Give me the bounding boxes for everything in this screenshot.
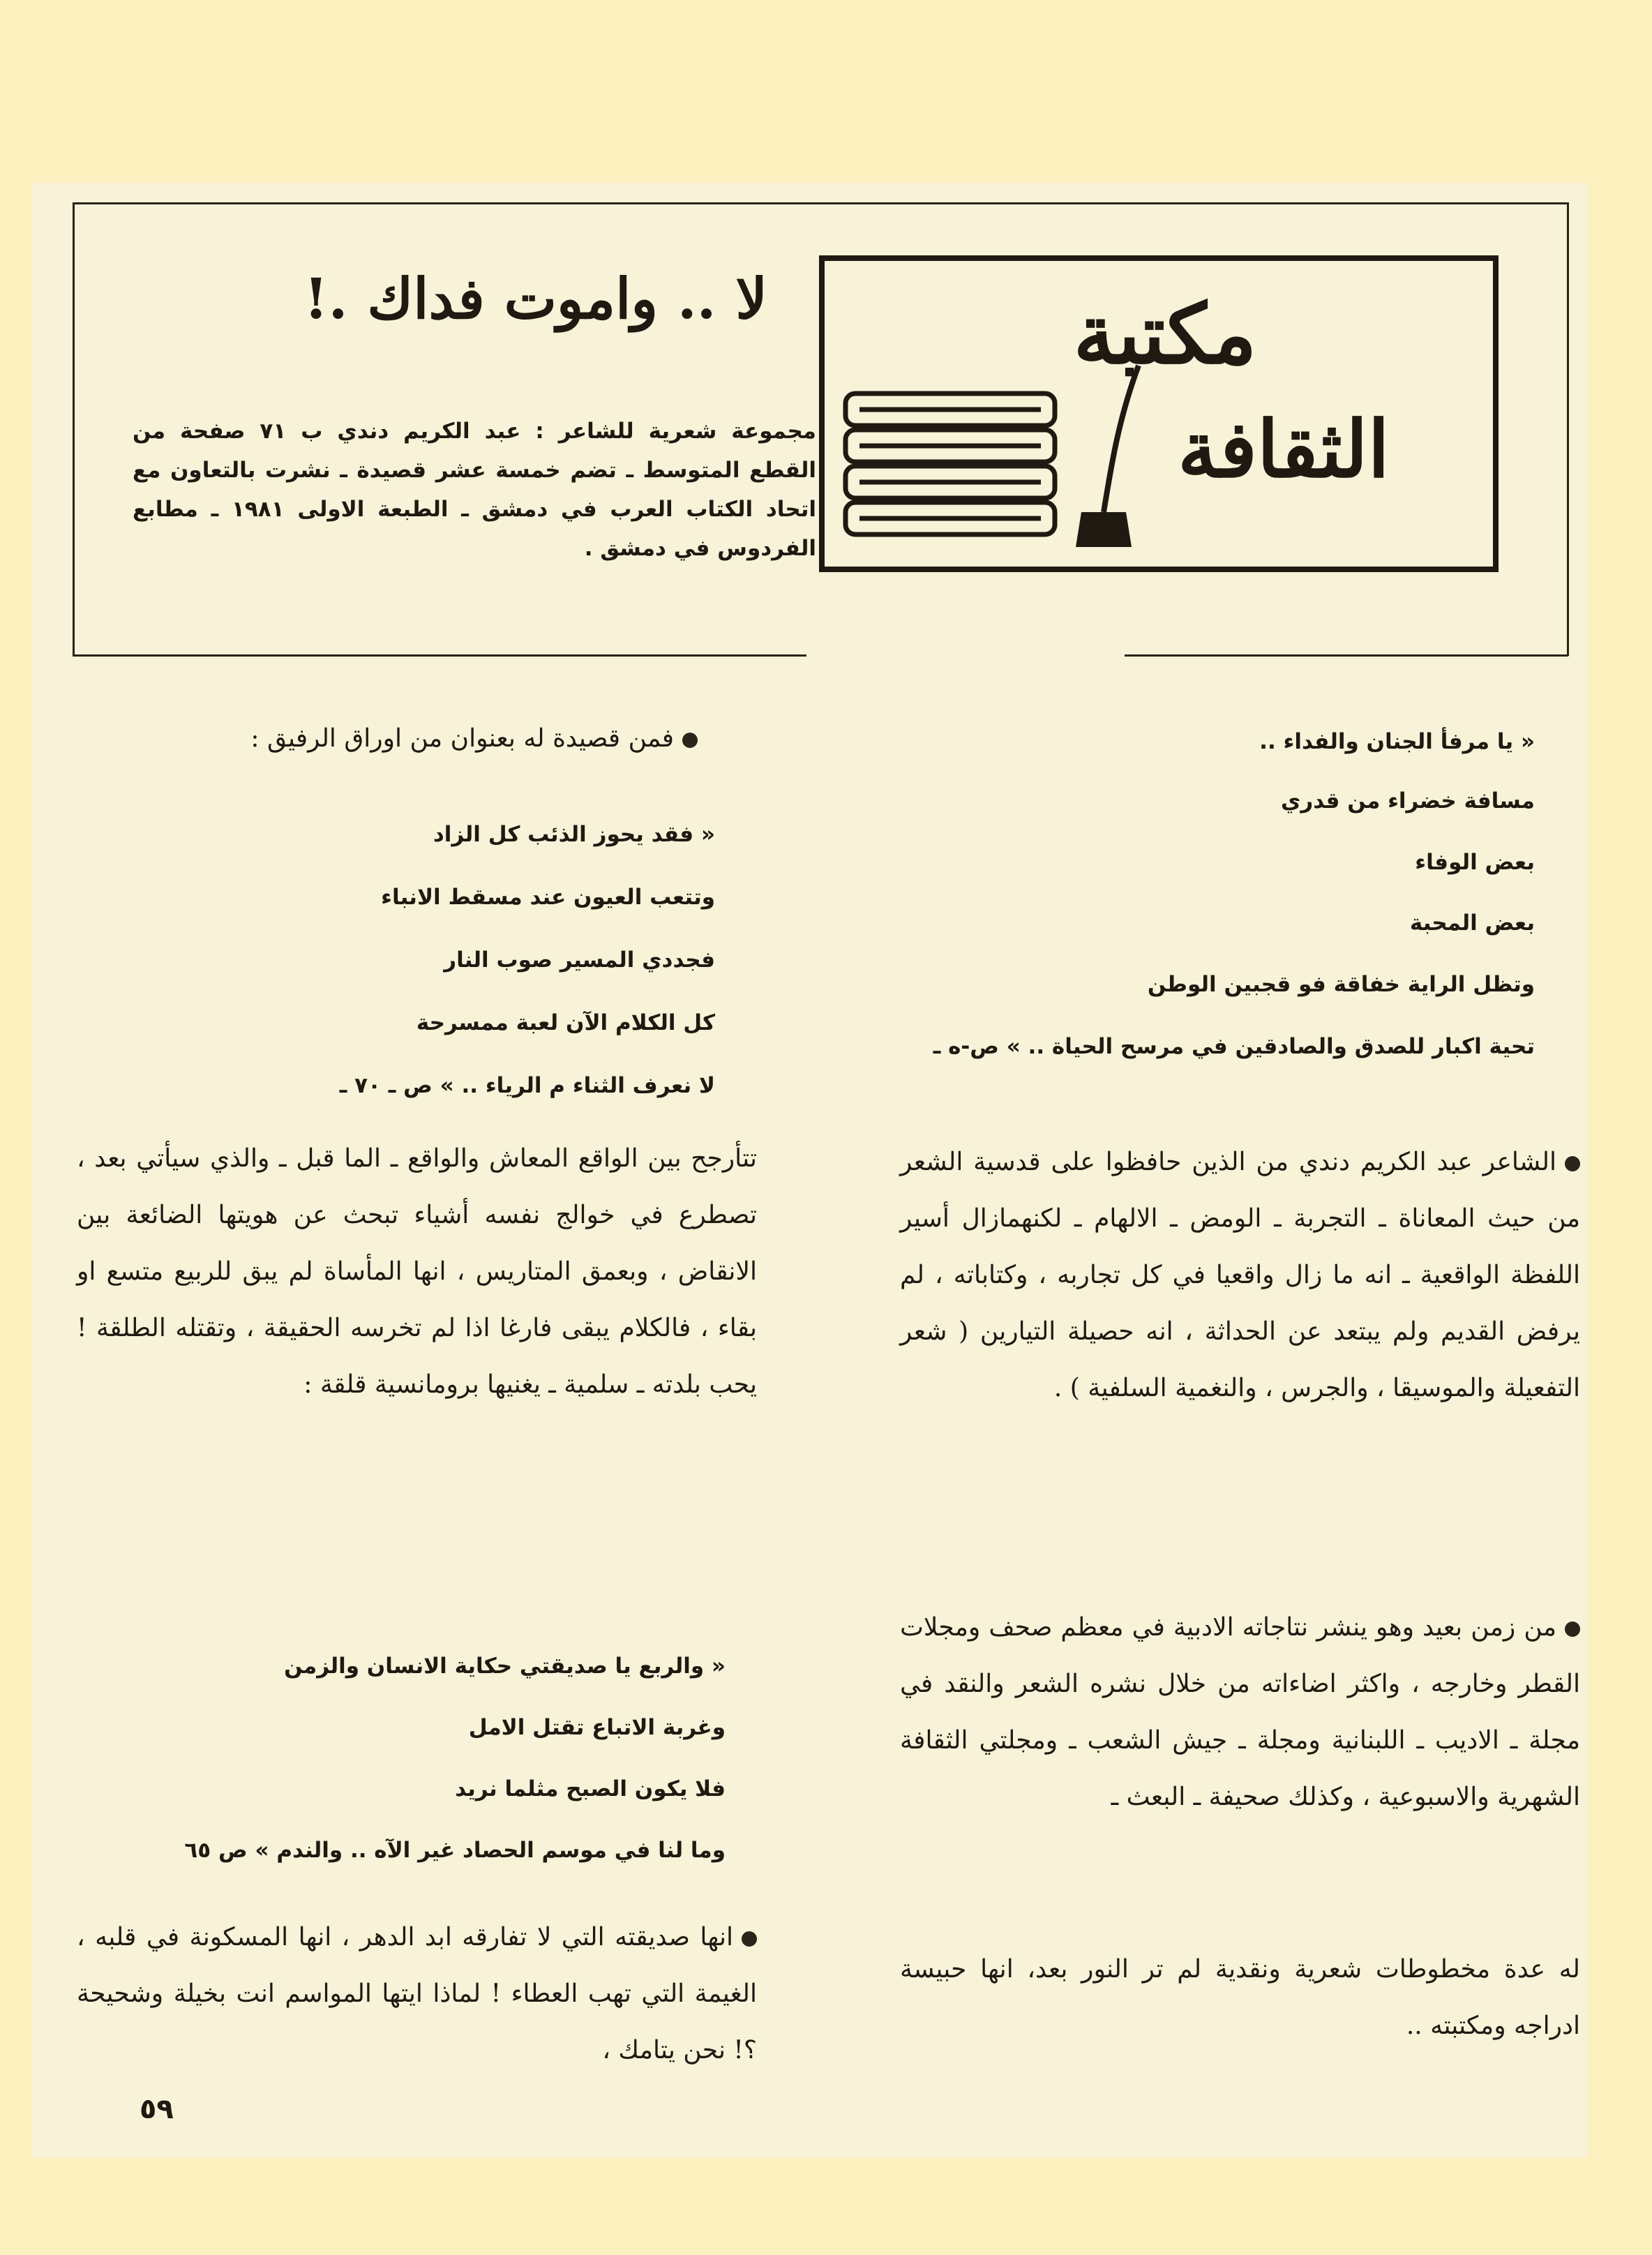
quote2-line4: كل الكلام الآن لعبة ممسرحة (416, 1010, 715, 1035)
right-paragraph-3: له عدة مخطوطات شعرية ونقدية لم تر النور بعد، انها حبيسة ادراجه ومكتبته .. (900, 1955, 1580, 2040)
book-description: مجموعة شعرية للشاعر : عبد الكريم دندي ب ٧١ صفحة من القطع المتوسط ـ تضم خمسة عشر قصيدة ـ نشرت بالتعاون مع اتحاد الكتاب العرب في دمشق ـ الطبعة الاولى ١٩٨١ ـ مطابع الفردوس في دمشق . (133, 419, 816, 561)
book-title: لا .. واموت فداك .! (303, 266, 767, 331)
header-right-rule (1567, 202, 1569, 656)
right-paragraph-2: من زمن بعيد وهو ينشر نتاجاته الادبية في معظم صحف ومجلات القطر وخارجه ، واكثر اضاءاته من خلال نشره الشعر والنقد في مجلة ـ الاديب ـ اللبنانية ومجلة ـ جيش الشعب ـ ومجلتي الثقافة الشهرية والاسبوعية ، وكذلك صحيفة ـ البعث ـ (900, 1599, 1580, 1825)
quote3-line4: وما لنا في موسم الحصاد غير الآه .. والندم » ص ٦٥ (184, 1838, 726, 1863)
quote1-line2: مسافة خضراء من قدري (1280, 788, 1535, 814)
quote2-line1: « فقد يحوز الذئب كل الزاد (433, 822, 715, 847)
quote1-line5: وتظل الراية خفاقة فو قجبين الوطن (1147, 972, 1535, 997)
quote1-line4: بعض المحبة (1409, 911, 1535, 936)
quote1-line6: تحية اكبار للصدق والصادقين في مرسح الحياة .. » ص-ه ـ (933, 1034, 1535, 1059)
quote1-line3: بعض الوفاء (1415, 850, 1535, 875)
left-paragraph-1: تتأرجح بين الواقع المعاش والواقع ـ الما قبل ـ والذي سيأتي بعد ، تصطرع في خوالج نفسه أشياء تبحث عن هويتها الضائعة بين الانقاض ، وبعمق المتاريس ، انها المأساة لم يبق للربيع متسع او بقاء ، فالكلام يبقى فارغا اذا لم تخرسه الحقيقة ، وتقتله الطلقة ! يحب بلدته ـ سلمية ـ يغنيها برومانسية قلقة : (77, 1144, 757, 1399)
logo-line2: الثقافة (1178, 404, 1390, 495)
header-bottom-rule-left (73, 654, 806, 657)
quote3-line1: « والربع يا صديقتي حكاية الانسان والزمن (284, 1654, 726, 1679)
quote3-line2: وغربة الاتباع تقتل الامل (468, 1715, 726, 1740)
quote3-line3: فلا يكون الصبح مثلما نريد (455, 1776, 726, 1801)
page-number: ٥٩ (140, 2093, 174, 2125)
left-intro: فمن قصيدة له بعنوان من اوراق الرفيق : (105, 710, 698, 767)
inkwell-quill-icon (1062, 359, 1146, 554)
left-paragraph-2: انها صديقته التي لا تفارقه ابد الدهر ، انها المسكونة في قلبه ، الغيمة التي تهب العطاء ! لماذا ايتها المواسم انت بخيلة وشحيحة ؟! نحن يتامك ، (77, 1909, 757, 2078)
quote1-line1: « يا مرفأ الجنان والفداء .. (1259, 729, 1535, 754)
quote2-line3: فجددي المسير صوب النار (444, 947, 715, 973)
books-icon (839, 387, 1069, 540)
logo-line1: مكتبة (1073, 285, 1257, 382)
quote2-line2: وتتعب العيون عند مسقط الانباء (381, 885, 715, 910)
header-bottom-rule-right (1125, 654, 1568, 657)
right-paragraph-1: الشاعر عبد الكريم دندي من الذين حافظوا على قدسية الشعر من حيث المعاناة ـ التجربة ـ الومض ـ الالهام ـ لكنهمازال أسير اللفظة الواقعية ـ انه ما زال واقعيا في كل تجاربه ، وكتاباته ، لم يرفض القديم ولم يبتعد عن الحداثة ، انه حصيلة التيارين ( شعر التفعيلة والموسيقا ، والجرس ، والنغمية السلفية ) . (900, 1134, 1580, 1416)
quote2-line5: لا نعرف الثناء م الرياء .. » ص ـ ٧٠ ـ (339, 1073, 715, 1098)
library-logo (819, 255, 1499, 572)
